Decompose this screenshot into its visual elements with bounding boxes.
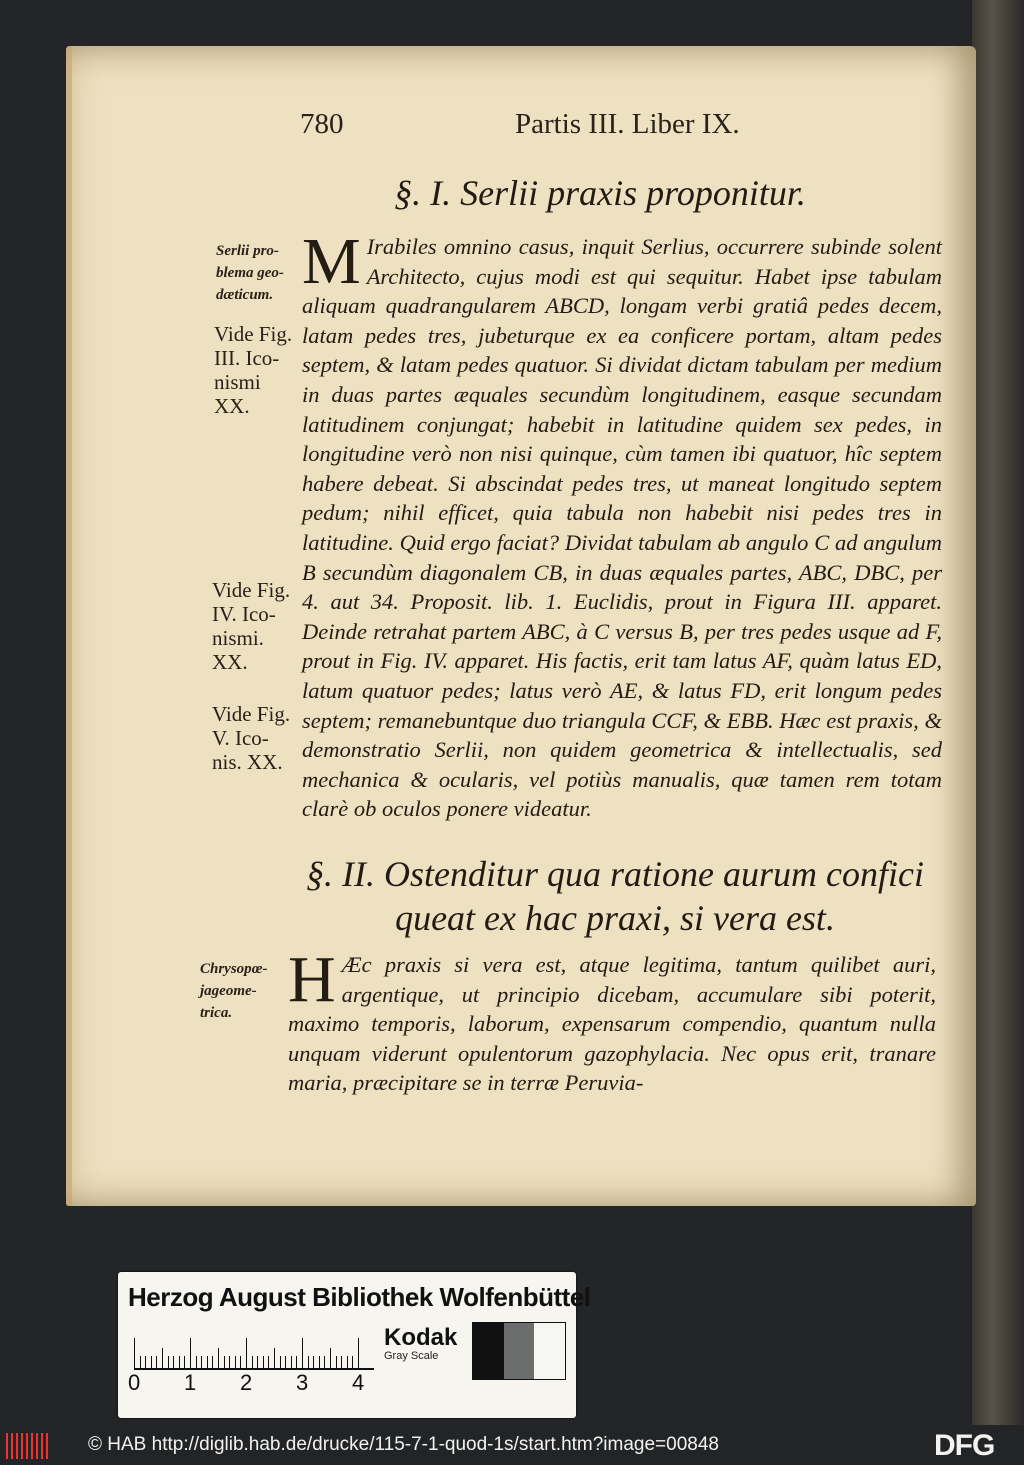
ruler-tick bbox=[285, 1356, 286, 1368]
ruler-tick bbox=[308, 1356, 309, 1368]
library-label-title: Herzog August Bibliothek Wolfenbüttel bbox=[128, 1282, 591, 1312]
page-number: 780 bbox=[300, 108, 344, 140]
ruler-tick bbox=[156, 1356, 157, 1368]
ruler-tick bbox=[179, 1356, 180, 1368]
ruler-tick bbox=[246, 1338, 247, 1368]
library-label-card bbox=[118, 1272, 591, 1418]
ruler-number: 3 bbox=[296, 1370, 309, 1395]
drop-cap: M bbox=[302, 225, 361, 298]
ruler-tick bbox=[358, 1338, 359, 1368]
dfg-logo: DFG bbox=[934, 1429, 995, 1462]
running-head-title: Partis III. Liber IX. bbox=[515, 108, 740, 140]
paragraph-text: Æc praxis si vera est, atque legitima, tantum quilibet auri, argentique, ut principio dicebam, accumulare sibi poterit, maximo temporis, laborum, expensarum compendio, quantum nulla unquam viderunt opulentorum gazophylacia. Nec opus erit, tranare maria, præcipitare se in terræ Peruvia- bbox=[288, 952, 936, 1096]
ruler-number: 0 bbox=[128, 1370, 141, 1395]
gray-step-black bbox=[473, 1323, 504, 1379]
ruler-tick bbox=[224, 1356, 225, 1368]
ruler-tick bbox=[134, 1338, 135, 1368]
book-spine bbox=[972, 0, 1024, 1425]
ruler-tick bbox=[151, 1356, 152, 1368]
ruler-tick bbox=[140, 1356, 141, 1368]
ruler-tick bbox=[173, 1356, 174, 1368]
ruler-tick bbox=[324, 1356, 325, 1368]
margin-note-serlii: Serlii pro- blema geo- dæticum. bbox=[216, 243, 284, 303]
margin-note-fig-4: Vide Fig. IV. Ico- nismi. XX. bbox=[212, 578, 291, 674]
gray-step-mid bbox=[504, 1323, 535, 1379]
ruler-tick bbox=[207, 1356, 208, 1368]
ruler-tick bbox=[201, 1356, 202, 1368]
ruler-tick bbox=[280, 1356, 281, 1368]
section-1-paragraph bbox=[302, 225, 942, 824]
ruler-tick bbox=[274, 1348, 275, 1368]
barcode-icon bbox=[6, 1433, 48, 1459]
ruler-tick bbox=[235, 1356, 236, 1368]
ruler-tick bbox=[196, 1356, 197, 1368]
ruler-tick bbox=[212, 1356, 213, 1368]
page-edge bbox=[66, 46, 72, 1206]
ruler-tick bbox=[336, 1356, 337, 1368]
ruler-number: 1 bbox=[184, 1370, 197, 1395]
section-2-paragraph bbox=[288, 943, 936, 1098]
paragraph-text: Irabiles omnino casus, inquit Serlius, occurrere subinde solent Architecto, cujus modi est qui sequitur. Habet ipse tabulam aliquam quadrangularem ABCD, longam verbi gratiâ pedes decem, latam pedes tres, jubeturque ex ea conficere portam, altam pedes septem, & latam pedes quatuor. Si dividat dictam tabulam per medium in duas partes æquales secundùm longitudinem, easque secundam latitudinem conjungat; habebit in latitudine quidem sex pedes, in longitudine verò non nisi quinque, cùm tamen ibi quatuor, hîc septem habere debeat. Si abscindat pedes tres, ut maneat longitudo septem pedum; nihil efficet, quia tabula non habebit nisi pedes tres in latitudine. Quid ergo faciat? Dividat tabulam ab angulo C ad angulum B secundùm diagonalem CB, in duas æquales partes, ABC, DBC, per 4. aut 34. Proposit. lib. 1. Euclidis, prout in Figura III. apparet. Deinde retrahat partem ABC, à C versus B, per tres pedes usque ad F, prout in Fig. IV. apparet. His factis, erit tam latus AF, quàm latus ED, latum quatuor pedes; latus verò AE, & latus FD, erit longum pedes septem; remanebuntque duo triangula CCF, & EBB. Hæc est praxis, & demonstratio Serlii, non quidem geometrica & intellectualis, sed mechanica & ocularis, vel potiùs manualis, quæ tamen rem totam clarè ob oculos ponere videatur. bbox=[302, 234, 942, 822]
ruler-tick bbox=[229, 1356, 230, 1368]
kodak-subtitle: Gray Scale bbox=[384, 1350, 439, 1362]
section-heading-2: §. II. Ostenditur qua ratione aurum confici queat ex hac praxi, si vera est. bbox=[306, 854, 924, 938]
ruler-tick bbox=[291, 1356, 292, 1368]
footer-credit-link[interactable]: © HAB http://diglib.hab.de/drucke/115-7-1-quod-1s/start.htm?image=00848 bbox=[88, 1434, 719, 1455]
ruler-tick bbox=[296, 1356, 297, 1368]
ruler-tick bbox=[313, 1356, 314, 1368]
ruler-tick bbox=[302, 1338, 303, 1368]
ruler-tick bbox=[330, 1348, 331, 1368]
kodak-brand: Kodak bbox=[384, 1324, 458, 1351]
margin-note-fig-5: Vide Fig. V. Ico- nis. XX. bbox=[212, 702, 291, 774]
ruler-tick bbox=[341, 1356, 342, 1368]
margin-note-chrysopoeia: Chrysopœ- jageome- trica. bbox=[200, 961, 268, 1021]
ruler-tick bbox=[190, 1338, 191, 1368]
ruler-tick bbox=[240, 1356, 241, 1368]
viewer-footer bbox=[0, 1425, 1024, 1465]
ruler-tick bbox=[252, 1356, 253, 1368]
ruler-tick bbox=[257, 1356, 258, 1368]
ruler-tick bbox=[145, 1356, 146, 1368]
ruler-tick bbox=[218, 1348, 219, 1368]
section-heading-1: §. I. Serlii praxis proponitur. bbox=[394, 173, 806, 213]
ruler-tick bbox=[168, 1356, 169, 1368]
ruler-tick bbox=[263, 1356, 264, 1368]
ruler-tick bbox=[319, 1356, 320, 1368]
scale-ruler bbox=[134, 1338, 374, 1370]
ruler-tick bbox=[162, 1348, 163, 1368]
ruler-number: 4 bbox=[352, 1370, 365, 1395]
ruler-tick bbox=[352, 1356, 353, 1368]
ruler-tick bbox=[268, 1356, 269, 1368]
margin-note-fig-3: Vide Fig. III. Ico- nismi XX. bbox=[214, 322, 293, 418]
ruler-number: 2 bbox=[240, 1370, 253, 1395]
gray-scale-strip bbox=[472, 1322, 566, 1380]
kodak-logo bbox=[384, 1324, 457, 1362]
drop-cap: H bbox=[288, 943, 336, 1016]
ruler-tick bbox=[184, 1356, 185, 1368]
ruler-tick bbox=[347, 1356, 348, 1368]
gray-step-white bbox=[534, 1323, 565, 1379]
